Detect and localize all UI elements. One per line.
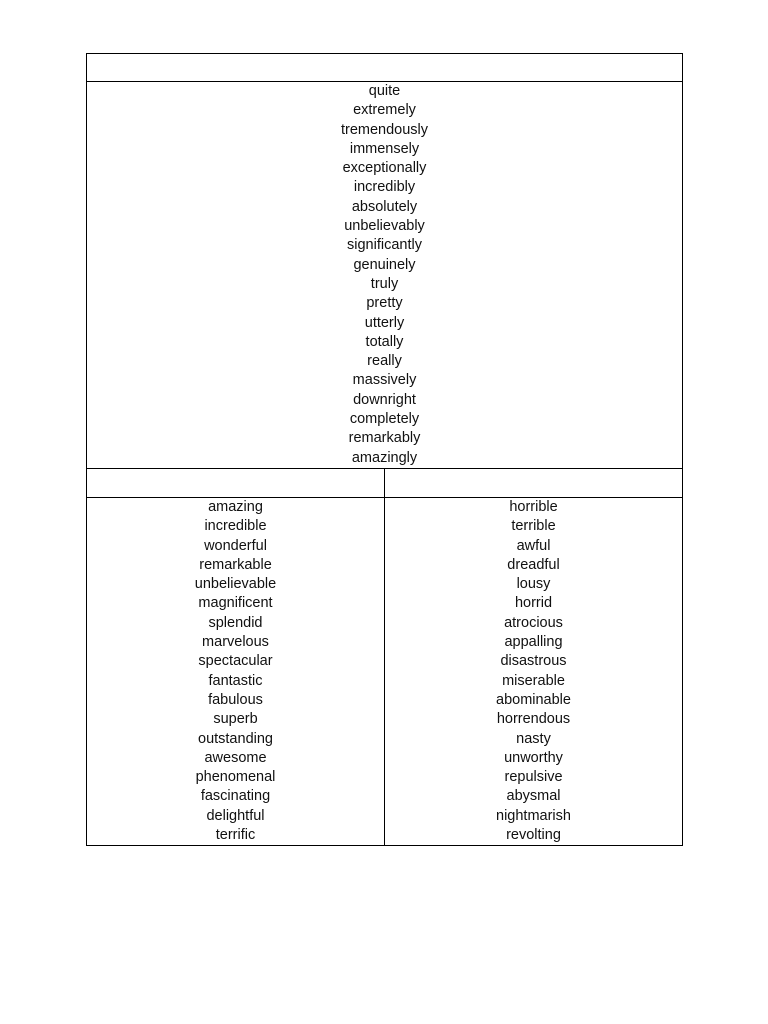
adverb-list <box>87 82 682 469</box>
adverb-item: massively <box>352 372 417 389</box>
positive-adjective-item: magnificent <box>198 595 273 612</box>
negative-adjective-item: horrid <box>514 595 553 612</box>
adverb-item: unbelievably <box>344 218 425 235</box>
negative-header-cell <box>385 469 682 497</box>
adverb-item: incredibly <box>353 179 416 196</box>
adverb-item: completely <box>349 411 420 428</box>
adjective-lists <box>87 498 682 845</box>
positive-adjective-item: delightful <box>206 807 265 824</box>
negative-adjective-item: lousy <box>516 576 551 593</box>
adverb-item: amazingly <box>351 449 418 466</box>
adverb-item: downright <box>353 391 416 408</box>
adverb-item: immensely <box>349 140 420 157</box>
adverb-item: extremely <box>353 102 416 119</box>
negative-adjective-item: awful <box>516 537 551 554</box>
negative-adjective-item: horrendous <box>496 711 571 728</box>
word-table <box>86 53 683 846</box>
negative-adjective-item: abysmal <box>506 788 561 805</box>
positive-adjective-item: superb <box>213 711 258 728</box>
positive-adjective-item: wonderful <box>204 537 267 554</box>
negative-adjective-item: miserable <box>502 672 565 689</box>
negative-adjective-item: terrible <box>511 518 556 535</box>
positive-adjective-item: splendid <box>208 614 263 631</box>
table-header-row <box>87 54 682 82</box>
adverb-item: pretty <box>366 295 403 312</box>
positive-adjective-list <box>87 498 385 845</box>
positive-adjective-item: fabulous <box>208 691 263 708</box>
negative-adjective-item: atrocious <box>504 614 563 631</box>
adverb-item: remarkably <box>348 430 421 447</box>
adverb-item: truly <box>370 275 399 292</box>
positive-adjective-item: marvelous <box>202 634 269 651</box>
adverb-item: tremendously <box>340 121 429 138</box>
positive-adjective-item: terrific <box>215 827 256 844</box>
negative-adjective-item: dreadful <box>507 556 560 573</box>
positive-adjective-item: awesome <box>204 749 267 766</box>
negative-adjective-item: abominable <box>496 691 571 708</box>
adverb-item: significantly <box>347 237 422 254</box>
adverb-item: utterly <box>364 314 405 331</box>
negative-adjective-item: disastrous <box>500 653 567 670</box>
adverb-item: really <box>367 353 402 370</box>
adjective-header-row <box>87 469 682 498</box>
positive-adjective-item: fascinating <box>200 788 271 805</box>
positive-adjective-item: amazing <box>208 499 263 515</box>
positive-adjective-item: fantastic <box>208 672 263 689</box>
negative-adjective-item: nightmarish <box>496 807 571 824</box>
adverb-item: genuinely <box>353 256 416 273</box>
adverb-item: quite <box>368 83 401 99</box>
negative-adjective-item: unworthy <box>504 749 563 766</box>
adverb-item: totally <box>365 333 404 350</box>
negative-adjective-list <box>385 498 682 845</box>
negative-adjective-item: horrible <box>509 499 558 515</box>
positive-adjective-item: outstanding <box>198 730 273 747</box>
positive-header-cell <box>87 469 385 497</box>
adverb-item: exceptionally <box>342 160 427 177</box>
adverb-item: absolutely <box>351 198 418 215</box>
negative-adjective-item: revolting <box>506 827 561 844</box>
positive-adjective-item: remarkable <box>199 556 272 573</box>
positive-adjective-item: spectacular <box>198 653 273 670</box>
negative-adjective-item: nasty <box>516 730 551 747</box>
positive-adjective-item: unbelievable <box>194 576 277 593</box>
negative-adjective-item: appalling <box>504 634 563 651</box>
positive-adjective-item: incredible <box>204 518 267 535</box>
positive-adjective-item: phenomenal <box>195 769 276 786</box>
negative-adjective-item: repulsive <box>504 769 563 786</box>
